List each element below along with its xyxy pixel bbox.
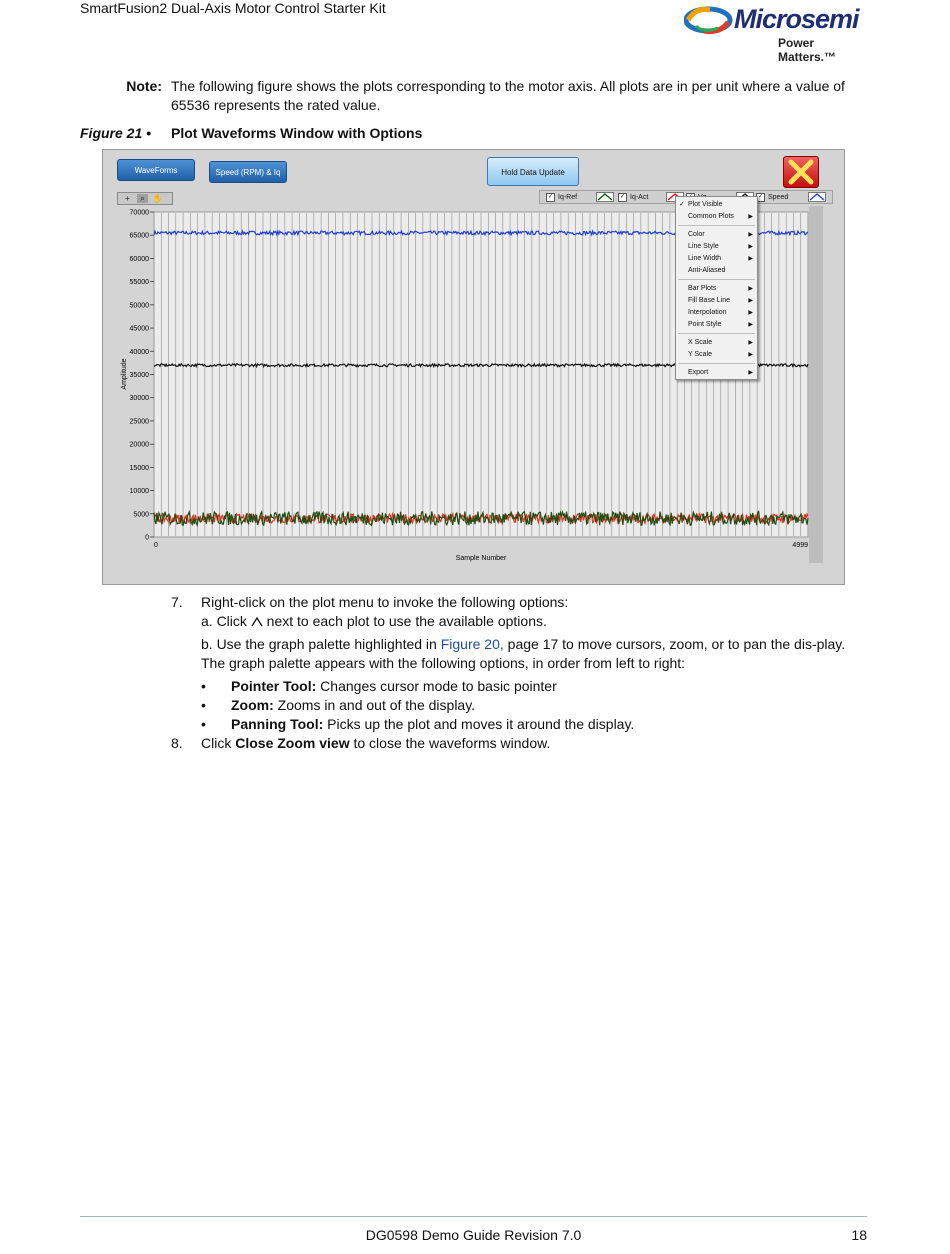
menu-separator xyxy=(678,333,755,334)
y-tick-label: 35000 xyxy=(129,372,149,379)
step-8-number: 8. xyxy=(171,735,183,751)
y-tick-label: 40000 xyxy=(129,348,149,356)
x-tick-label: 4999 xyxy=(792,542,808,549)
step-7-number: 7. xyxy=(171,594,183,610)
y-tick-label: 55000 xyxy=(129,279,149,287)
menu-item-label: Line Width xyxy=(688,255,722,262)
menu-item-label: X Scale xyxy=(688,339,713,346)
bullet-icon: • xyxy=(201,697,206,713)
submenu-arrow-icon: ▶ xyxy=(748,310,753,316)
menu-item-label: Point Style xyxy=(688,321,722,328)
bullet-zoom xyxy=(231,696,851,715)
check-icon: ✓ xyxy=(679,201,685,208)
y-tick-label: 50000 xyxy=(129,302,149,310)
y-tick-label: 25000 xyxy=(129,418,149,426)
menu-item-point-style[interactable] xyxy=(688,320,753,330)
step-8-text xyxy=(201,734,861,753)
menu-item-label: Color xyxy=(688,231,705,238)
menu-item-label: Line Style xyxy=(688,243,719,250)
legend-label: Iq-Ref xyxy=(558,194,578,201)
close-zoom-view-term: Close Zoom view xyxy=(235,735,350,751)
microsemi-swirl-icon xyxy=(684,4,734,38)
pointer-tool-icon[interactable]: + xyxy=(125,194,130,203)
logo-tagline: Power Matters.™ xyxy=(778,36,837,64)
x-axis xyxy=(154,542,808,549)
logo-wordmark: Microsemi xyxy=(734,4,859,34)
menu-item-x-scale[interactable] xyxy=(688,338,753,348)
menu-item-label: Interpolation xyxy=(688,309,727,316)
y-tick-label: 0 xyxy=(145,534,149,542)
note-label: Note: xyxy=(126,78,162,94)
running-header-title: SmartFusion2 Dual-Axis Motor Control Starter Kit xyxy=(80,0,386,16)
y-axis-label: Amplitude xyxy=(121,358,128,390)
page-number: 18 xyxy=(851,1227,867,1243)
submenu-arrow-icon: ▶ xyxy=(748,244,753,250)
step-8-pre: Click xyxy=(201,735,236,751)
microsemi-logo xyxy=(684,4,870,64)
bullet-term: Pointer Tool: xyxy=(231,678,317,694)
menu-separator xyxy=(678,363,755,364)
submenu-arrow-icon: ▶ xyxy=(748,298,753,304)
menu-item-line-style[interactable] xyxy=(688,242,753,252)
bullet-term: Zoom: xyxy=(231,697,274,713)
hold-data-update-button[interactable]: Hold Data Update xyxy=(487,157,579,186)
menu-item-anti-aliased[interactable] xyxy=(688,266,753,276)
step-7a xyxy=(201,612,547,631)
menu-item-label: Common Plots xyxy=(688,213,734,220)
submenu-arrow-icon: ▶ xyxy=(748,370,753,376)
panning-tool-icon[interactable]: ✋ xyxy=(152,194,163,203)
note-text: The following figure shows the plots corresponding to the motor axis. All plots are in per unit where a value of 65536 represents the rated value. xyxy=(171,78,845,113)
bullet-pointer-tool xyxy=(231,677,851,696)
menu-item-y-scale[interactable] xyxy=(688,350,753,360)
x-tick-label: 0 xyxy=(154,542,158,549)
y-tick-label: 10000 xyxy=(129,488,149,496)
bullet-desc: Zooms in and out of the display. xyxy=(273,697,476,713)
menu-item-line-width[interactable] xyxy=(688,254,753,264)
y-tick-label: 70000 xyxy=(129,209,149,217)
step-7b-pre: b. Use the graph palette highlighted in xyxy=(201,636,441,652)
speed-iq-button[interactable]: Speed (RPM) & Iq xyxy=(209,161,287,183)
submenu-arrow-icon: ▶ xyxy=(748,352,753,358)
menu-item-export[interactable] xyxy=(688,368,753,378)
plot-frame-right xyxy=(809,206,823,563)
y-tick-label: 30000 xyxy=(129,395,149,403)
bullet-term: Panning Tool: xyxy=(231,716,324,732)
menu-item-plot-visible[interactable] xyxy=(679,200,753,210)
step-7b-post: page 17 to move cursors, zoom, or to pan the dis-play. The graph palette appears with the following options, in order from left to right: xyxy=(201,636,846,671)
submenu-arrow-icon: ▶ xyxy=(748,286,753,292)
footer-doc-id: DG0598 Demo Guide Revision 7.0 xyxy=(365,1227,582,1243)
menu-item-label: Bar Plots xyxy=(688,285,717,292)
menu-item-label: Plot Visible xyxy=(688,201,723,208)
menu-item-common-plots[interactable] xyxy=(688,212,753,222)
step-7-text: Right-click on the plot menu to invoke the following options: xyxy=(201,594,569,610)
caret-up-icon xyxy=(251,617,263,627)
legend-label: Speed xyxy=(768,194,789,201)
waveforms-button[interactable]: WaveForms xyxy=(117,159,195,181)
legend-checkbox-icon[interactable]: ✓ xyxy=(619,193,626,200)
submenu-arrow-icon: ▶ xyxy=(748,256,753,262)
legend-checkbox-icon[interactable]: ✓ xyxy=(547,193,554,200)
menu-item-label: Y Scale xyxy=(688,351,712,358)
submenu-arrow-icon: ▶ xyxy=(748,322,753,328)
y-tick-label: 5000 xyxy=(133,511,149,519)
waveforms-window xyxy=(102,149,845,585)
bullet-desc: Picks up the plot and moves it around the display. xyxy=(323,716,635,732)
bullet-icon: • xyxy=(201,716,206,732)
plot-context-menu xyxy=(675,196,758,380)
y-tick-label: 15000 xyxy=(129,464,149,472)
menu-item-interpolation[interactable] xyxy=(688,308,753,318)
figure-label: Figure 21 • xyxy=(80,125,152,141)
figure-title: Plot Waveforms Window with Options xyxy=(171,125,423,141)
y-tick-label: 65000 xyxy=(129,232,149,240)
submenu-arrow-icon: ▶ xyxy=(748,214,753,220)
menu-item-label: Anti-Aliased xyxy=(688,267,726,274)
step-8-post: to close the waveforms window. xyxy=(349,735,551,751)
submenu-arrow-icon: ▶ xyxy=(748,232,753,238)
menu-item-label: Export xyxy=(688,369,709,376)
y-tick-label: 45000 xyxy=(129,325,149,333)
step-7a-post: next to each plot to use the available options. xyxy=(262,613,547,629)
y-tick-label: 60000 xyxy=(129,255,149,263)
legend-checkbox-icon[interactable]: ✓ xyxy=(757,193,764,200)
y-tick-label: 20000 xyxy=(129,441,149,449)
step-7a-pre: a. Click xyxy=(201,613,251,629)
menu-separator xyxy=(678,279,755,280)
x-axis-label: Sample Number xyxy=(455,555,507,562)
legend-label: Iq-Act xyxy=(630,194,649,201)
menu-item-color[interactable] xyxy=(688,230,753,240)
menu-separator xyxy=(678,225,755,226)
bullet-icon: • xyxy=(201,678,206,694)
menu-item-bar-plots[interactable] xyxy=(688,284,753,294)
y-axis xyxy=(130,210,154,542)
submenu-arrow-icon: ▶ xyxy=(748,340,753,346)
bullet-desc: Changes cursor mode to basic pointer xyxy=(316,678,557,694)
footer-rule xyxy=(80,1216,867,1217)
bullet-panning-tool xyxy=(231,715,851,734)
menu-item-label: Fill Base Line xyxy=(688,297,731,304)
step-7b xyxy=(201,635,869,673)
figure-20-link[interactable]: Figure 20, xyxy=(440,636,504,652)
zoom-tool-icon[interactable]: ⌕ xyxy=(137,194,148,203)
menu-item-fill-base-line[interactable] xyxy=(688,296,753,306)
